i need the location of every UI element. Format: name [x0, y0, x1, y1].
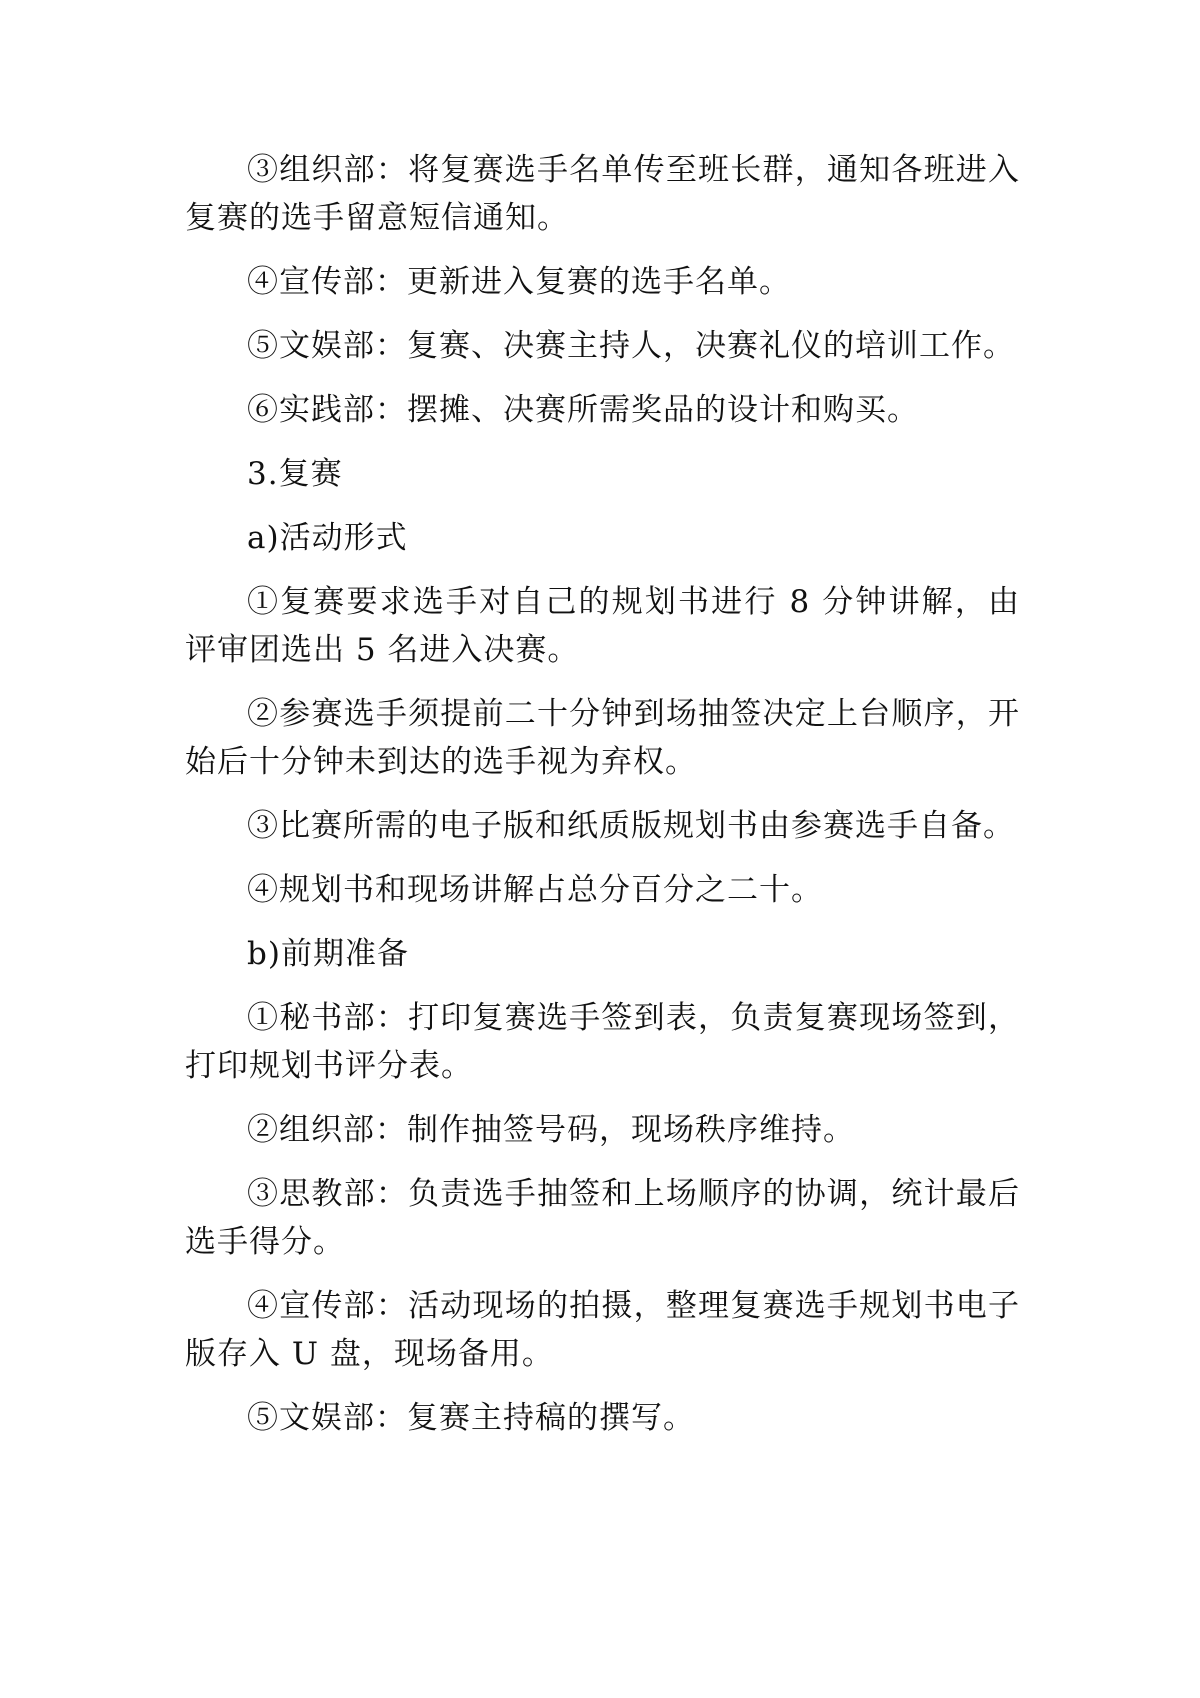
section-heading-semifinal: 3.复赛 — [247, 456, 343, 492]
paragraph-format-item-1: ①复赛要求选手对自己的规划书进行 8 分钟讲解，由评审团选出 5 名进入决赛。 — [185, 584, 1020, 668]
paragraph-format-item-4: ④规划书和现场讲解占总分百分之二十。 — [247, 872, 823, 908]
paragraph-prep-secretary-dept: ①秘书部：打印复赛选手签到表，负责复赛现场签到，打印规划书评分表。 — [185, 1000, 1020, 1084]
paragraph-practice-dept-prizes: ⑥实践部：摆摊、决赛所需奖品的设计和购买。 — [247, 392, 919, 428]
paragraph-format-item-2: ②参赛选手须提前二十分钟到场抽签决定上台顺序，开始后十分钟未到达的选手视为弃权。 — [185, 696, 1020, 780]
paragraph-prep-entertainment-dept: ⑤文娱部：复赛主持稿的撰写。 — [247, 1400, 695, 1436]
paragraph-organization-dept-notice: ③组织部：将复赛选手名单传至班长群，通知各班进入复赛的选手留意短信通知。 — [185, 152, 1020, 236]
paragraph-prep-education-dept: ③思教部：负责选手抽签和上场顺序的协调，统计最后选手得分。 — [185, 1176, 1020, 1260]
paragraph-prep-organization-dept: ②组织部：制作抽签号码，现场秩序维持。 — [247, 1112, 855, 1148]
paragraph-entertainment-dept-training: ⑤文娱部：复赛、决赛主持人，决赛礼仪的培训工作。 — [247, 328, 1015, 364]
subheading-preparation: b)前期准备 — [247, 936, 409, 972]
paragraph-prep-publicity-dept: ④宣传部：活动现场的拍摄，整理复赛选手规划书电子版存入 U 盘，现场备用。 — [185, 1288, 1020, 1372]
subheading-activity-format: a)活动形式 — [247, 520, 408, 556]
document-body — [185, 146, 1020, 1458]
paragraph-format-item-3: ③比赛所需的电子版和纸质版规划书由参赛选手自备。 — [247, 808, 1015, 844]
paragraph-publicity-dept-update: ④宣传部：更新进入复赛的选手名单。 — [247, 264, 791, 300]
